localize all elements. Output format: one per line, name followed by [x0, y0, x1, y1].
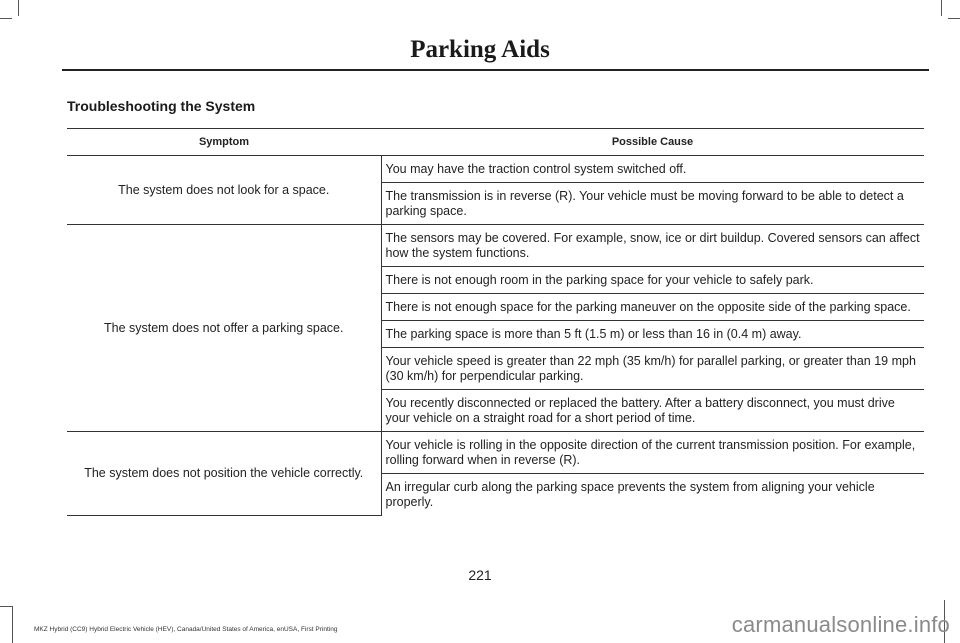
header-divider	[62, 69, 929, 71]
crop-mark-top-right-h	[948, 18, 960, 19]
symptom-cell: The system does not position the vehicle correctly.	[67, 432, 381, 516]
cause-cell: The sensors may be covered. For example, snow, ice or dirt buildup. Covered sensors can affect how the system functions.	[381, 225, 924, 267]
page-title: Parking Aids	[410, 36, 550, 63]
symptom-cell: The system does not offer a parking space.	[67, 225, 381, 432]
symptom-cell: The system does not look for a space.	[67, 156, 381, 225]
cause-cell: There is not enough room in the parking space for your vehicle to safely park.	[381, 267, 924, 294]
crop-mark-bottom-left-h	[0, 606, 12, 607]
crop-mark-top-left	[18, 0, 19, 16]
cause-cell: The transmission is in reverse (R). Your vehicle must be moving forward to be able to detect a parking space.	[381, 183, 924, 225]
cause-cell: You may have the traction control system switched off.	[381, 156, 924, 183]
column-header-cause: Possible Cause	[381, 129, 924, 156]
section-title: Troubleshooting the System	[67, 98, 256, 114]
footer-text: MKZ Hybrid (CC9) Hybrid Electric Vehicle (HEV), Canada/United States of America, enUSA, First Printing	[34, 626, 338, 633]
cause-cell: Your vehicle is rolling in the opposite direction of the current transmission position. For example, rolling forward when in reverse (R).	[381, 432, 924, 474]
page-number: 221	[468, 567, 492, 583]
table-row	[67, 225, 924, 267]
crop-mark-top-right	[941, 0, 942, 16]
cause-cell: An irregular curb along the parking space prevents the system from aligning your vehicle properly.	[385, 480, 875, 509]
troubleshooting-table	[67, 128, 924, 516]
cause-cell: You recently disconnected or replaced the battery. After a battery disconnect, you must drive your vehicle on a straight road for a short period of time.	[381, 390, 924, 432]
cause-cell: The parking space is more than 5 ft (1.5 m) or less than 16 in (0.4 m) away.	[381, 321, 924, 348]
column-header-symptom: Symptom	[67, 129, 381, 156]
table-row	[67, 432, 924, 474]
watermark: carmanualsonline.info	[731, 612, 950, 637]
crop-mark-top-left-h	[0, 18, 12, 19]
cause-cell: There is not enough space for the parking maneuver on the opposite side of the parking space.	[381, 294, 924, 321]
cause-cell: Your vehicle speed is greater than 22 mph (35 km/h) for parallel parking, or greater than 19 mph (30 km/h) for perpendicular parking.	[381, 348, 924, 390]
table-header-row	[67, 129, 924, 156]
table-row	[67, 156, 924, 183]
crop-mark-bottom-left	[12, 606, 13, 643]
